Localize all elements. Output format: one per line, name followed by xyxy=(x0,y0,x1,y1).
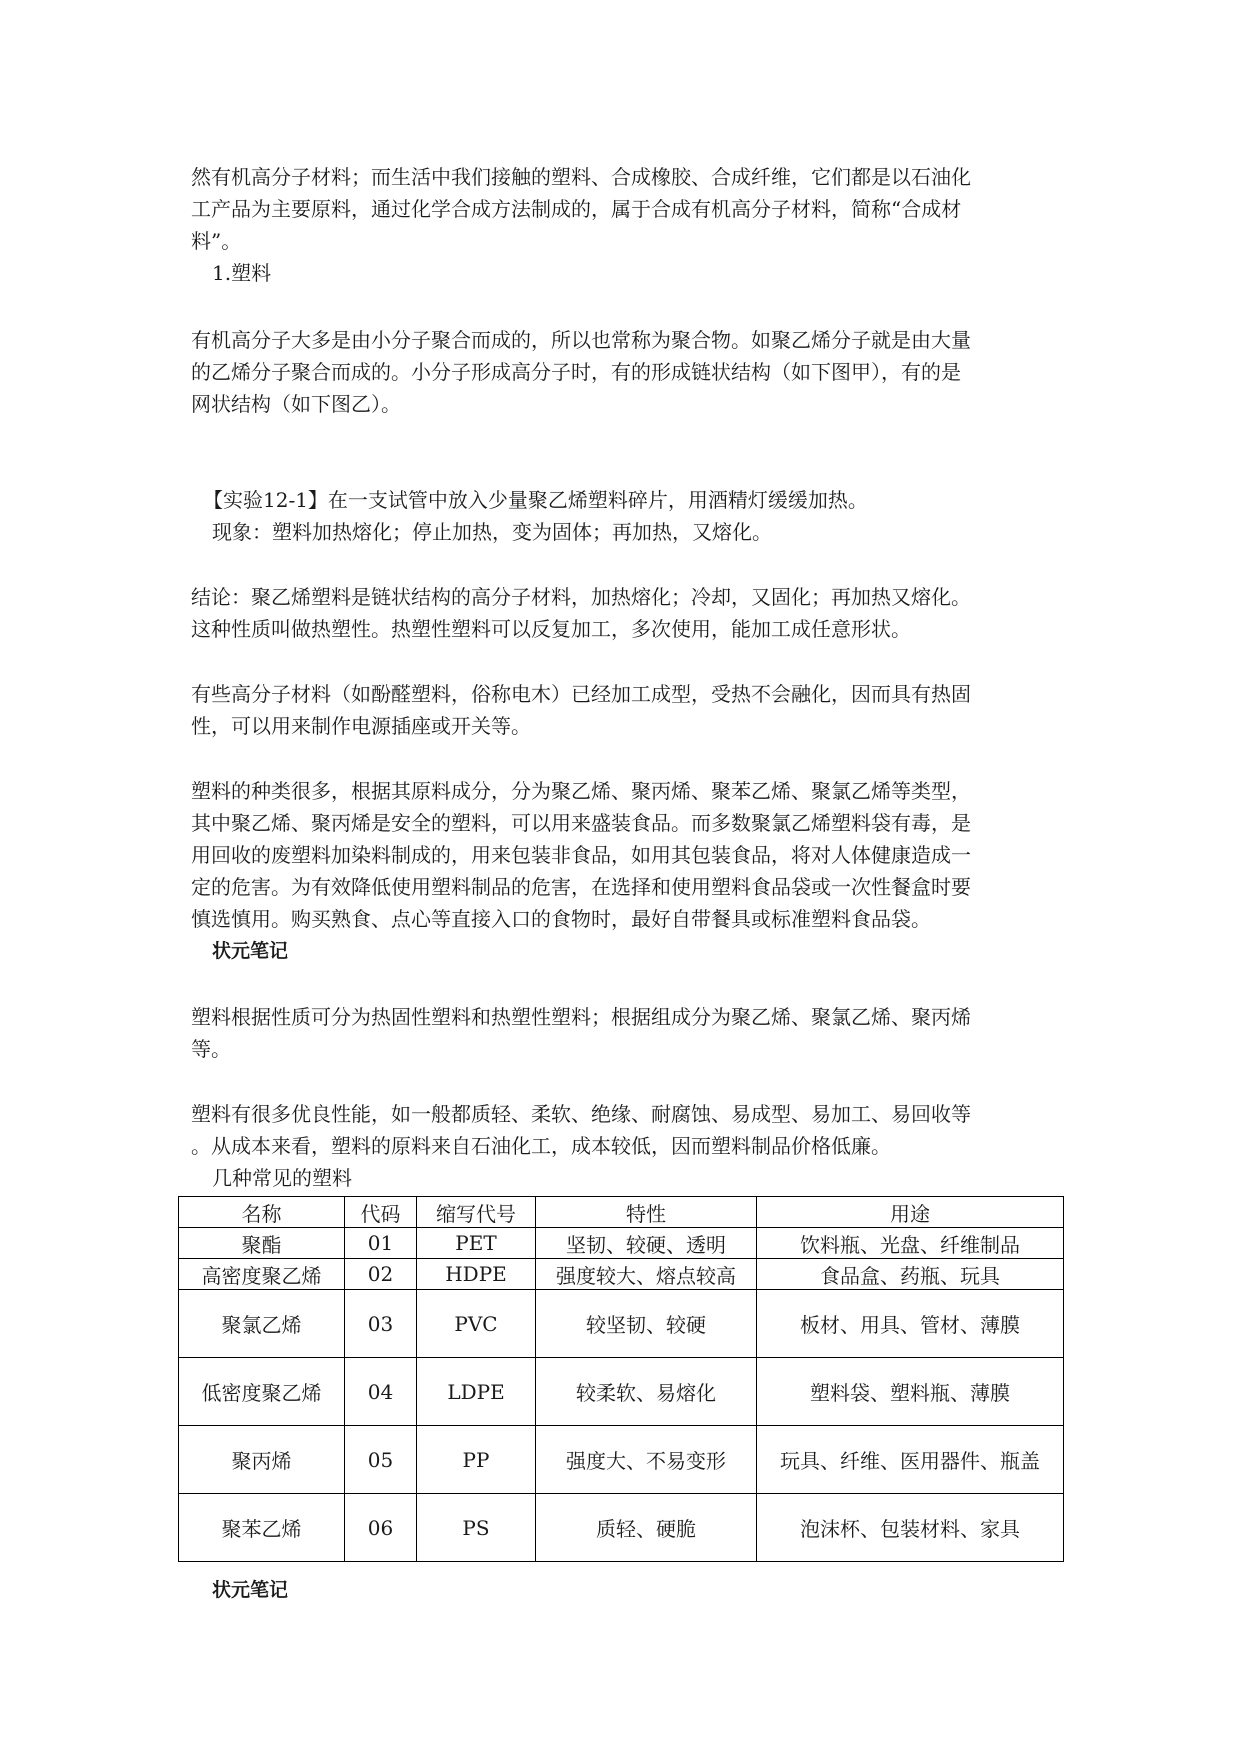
table-cell: 强度大、不易变形 xyxy=(536,1426,757,1494)
header-cell: 缩写代号 xyxy=(417,1197,536,1228)
table-cell: 03 xyxy=(345,1290,417,1358)
paragraph-line: 用回收的废塑料加染料制成的，用来包装非食品，如用其包装食品，将对人体健康造成一 xyxy=(191,843,971,867)
conclusion-line: 结论：聚乙烯塑料是链状结构的高分子材料，加热熔化；冷却，又固化；再加热又熔化。 xyxy=(191,585,971,609)
table-cell: 坚韧、较硬、透明 xyxy=(536,1228,757,1259)
paragraph-line: 性，可以用来制作电源插座或开关等。 xyxy=(191,714,531,738)
paragraph-line: 有机高分子大多是由小分子聚合而成的，所以也常称为聚合物。如聚乙烯分子就是由大量 xyxy=(191,328,971,352)
phenomenon-line: 现象：塑料加热熔化；停止加热，变为固体；再加热，又熔化。 xyxy=(212,520,772,544)
table-cell: 板材、用具、管材、薄膜 xyxy=(757,1290,1064,1358)
table-cell: 玩具、纤维、医用器件、瓶盖 xyxy=(757,1426,1064,1494)
paragraph-line: 塑料根据性质可分为热固性塑料和热塑性塑料；根据组成分为聚乙烯、聚氯乙烯、聚丙烯 xyxy=(191,1005,971,1029)
note-heading: 状元笔记 xyxy=(212,940,289,962)
paragraph-line: 料”。 xyxy=(191,229,242,253)
table-cell: 05 xyxy=(345,1426,417,1494)
header-cell: 用途 xyxy=(757,1197,1064,1228)
table-row xyxy=(179,1358,1064,1426)
table-cell: 强度较大、熔点较高 xyxy=(536,1259,757,1290)
experiment-line: 【实验12-1】在一支试管中放入少量聚乙烯塑料碎片，用酒精灯缓缓加热。 xyxy=(203,488,868,512)
paragraph-line: 定的危害。为有效降低使用塑料制品的危害，在选择和使用塑料食品袋或一次性餐盒时要 xyxy=(191,875,971,899)
paragraph-line: 等。 xyxy=(191,1037,231,1061)
table-cell: 01 xyxy=(345,1228,417,1259)
table-cell: 食品盒、药瓶、玩具 xyxy=(757,1259,1064,1290)
header-cell: 名称 xyxy=(179,1197,345,1228)
table-cell: 聚酯 xyxy=(179,1228,345,1259)
paragraph-line: 工产品为主要原料，通过化学合成方法制成的，属于合成有机高分子材料，简称“合成材 xyxy=(191,197,962,221)
table-cell: 塑料袋、塑料瓶、薄膜 xyxy=(757,1358,1064,1426)
plastics-table xyxy=(178,1196,1064,1562)
table-cell: 低密度聚乙烯 xyxy=(179,1358,345,1426)
table-cell: 聚苯乙烯 xyxy=(179,1494,345,1562)
table-cell: LDPE xyxy=(417,1358,536,1426)
table-cell: PS xyxy=(417,1494,536,1562)
table-cell: 02 xyxy=(345,1259,417,1290)
table-cell: PVC xyxy=(417,1290,536,1358)
table-cell: HDPE xyxy=(417,1259,536,1290)
header-cell: 代码 xyxy=(345,1197,417,1228)
paragraph-line: 塑料有很多优良性能，如一般都质轻、柔软、绝缘、耐腐蚀、易成型、易加工、易回收等 xyxy=(191,1102,971,1126)
table-cell: 聚丙烯 xyxy=(179,1426,345,1494)
table-row xyxy=(179,1494,1064,1562)
table-cell: 饮料瓶、光盘、纤维制品 xyxy=(757,1228,1064,1259)
table-cell: 泡沫杯、包装材料、家具 xyxy=(757,1494,1064,1562)
paragraph-line: 慎选慎用。购买熟食、点心等直接入口的食物时，最好自带餐具或标准塑料食品袋。 xyxy=(191,907,931,931)
table-cell: 04 xyxy=(345,1358,417,1426)
section-heading: 1.塑料 xyxy=(212,261,272,285)
table-row xyxy=(179,1259,1064,1290)
table-row xyxy=(179,1228,1064,1259)
conclusion-line: 这种性质叫做热塑性。热塑性塑料可以反复加工，多次使用，能加工成任意形状。 xyxy=(191,617,911,641)
table-cell: 较柔软、易熔化 xyxy=(536,1358,757,1426)
table-caption: 几种常见的塑料 xyxy=(212,1166,352,1190)
table-cell: 聚氯乙烯 xyxy=(179,1290,345,1358)
header-cell: 特性 xyxy=(536,1197,757,1228)
paragraph-line: 的乙烯分子聚合而成的。小分子形成高分子时，有的形成链状结构（如下图甲），有的是 xyxy=(191,360,961,384)
table-row xyxy=(179,1290,1064,1358)
paragraph-line: 网状结构（如下图乙）。 xyxy=(191,392,401,416)
table-cell: PET xyxy=(417,1228,536,1259)
paragraph-line: 然有机高分子材料；而生活中我们接触的塑料、合成橡胶、合成纤维，它们都是以石油化 xyxy=(191,165,971,189)
table-header-row xyxy=(179,1197,1064,1228)
note-heading: 状元笔记 xyxy=(212,1579,289,1601)
table-cell: 质轻、硬脆 xyxy=(536,1494,757,1562)
paragraph-line: 其中聚乙烯、聚丙烯是安全的塑料，可以用来盛装食品。而多数聚氯乙烯塑料袋有毒，是 xyxy=(191,811,971,835)
paragraph-line: 有些高分子材料（如酚醛塑料，俗称电木）已经加工成型，受热不会融化，因而具有热固 xyxy=(191,682,971,706)
paragraph-line: 塑料的种类很多，根据其原料成分，分为聚乙烯、聚丙烯、聚苯乙烯、聚氯乙烯等类型， xyxy=(191,779,971,803)
table-cell: 高密度聚乙烯 xyxy=(179,1259,345,1290)
table-cell: PP xyxy=(417,1426,536,1494)
table-row xyxy=(179,1426,1064,1494)
table-cell: 06 xyxy=(345,1494,417,1562)
paragraph-line: 。从成本来看，塑料的原料来自石油化工，成本较低，因而塑料制品价格低廉。 xyxy=(191,1134,891,1158)
table-cell: 较坚韧、较硬 xyxy=(536,1290,757,1358)
